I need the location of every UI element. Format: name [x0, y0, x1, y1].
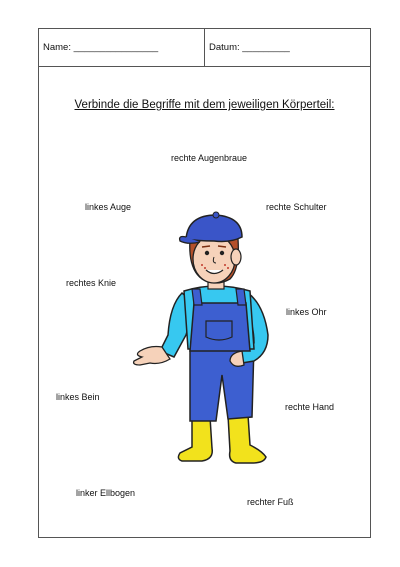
label-rechte-hand: rechte Hand — [285, 402, 335, 412]
worksheet-title: Verbinde die Begriffe mit dem jeweiligen Körperteil: — [74, 99, 335, 111]
header-row — [39, 29, 370, 67]
left-boot — [178, 417, 212, 461]
label-linker-ellbogen: linker Ellbogen — [76, 488, 136, 498]
boy-figure-illustration — [130, 185, 275, 470]
ear — [231, 249, 241, 265]
label-rechtes-knie: rechtes Knie — [66, 278, 117, 288]
right-boot — [228, 415, 266, 463]
name-field[interactable]: Name: ________________ — [39, 29, 205, 66]
date-field[interactable]: Datum: _________ — [209, 42, 290, 53]
overall-bib — [190, 303, 250, 351]
cap — [186, 215, 242, 242]
label-rechte-augenbraue: rechte Augenbraue — [171, 153, 248, 163]
label-linkes-ohr: linkes Ohr — [286, 307, 327, 317]
overall-strap-right — [236, 289, 246, 305]
overall-strap-left — [192, 289, 202, 305]
label-linkes-auge: linkes Auge — [85, 202, 132, 212]
eye-left — [205, 251, 209, 255]
eye-right — [220, 251, 224, 255]
label-linkes-bein: linkes Bein — [56, 392, 100, 402]
label-rechte-schulter: rechte Schulter — [266, 202, 327, 212]
label-rechter-fuss: rechter Fuß — [247, 497, 294, 507]
